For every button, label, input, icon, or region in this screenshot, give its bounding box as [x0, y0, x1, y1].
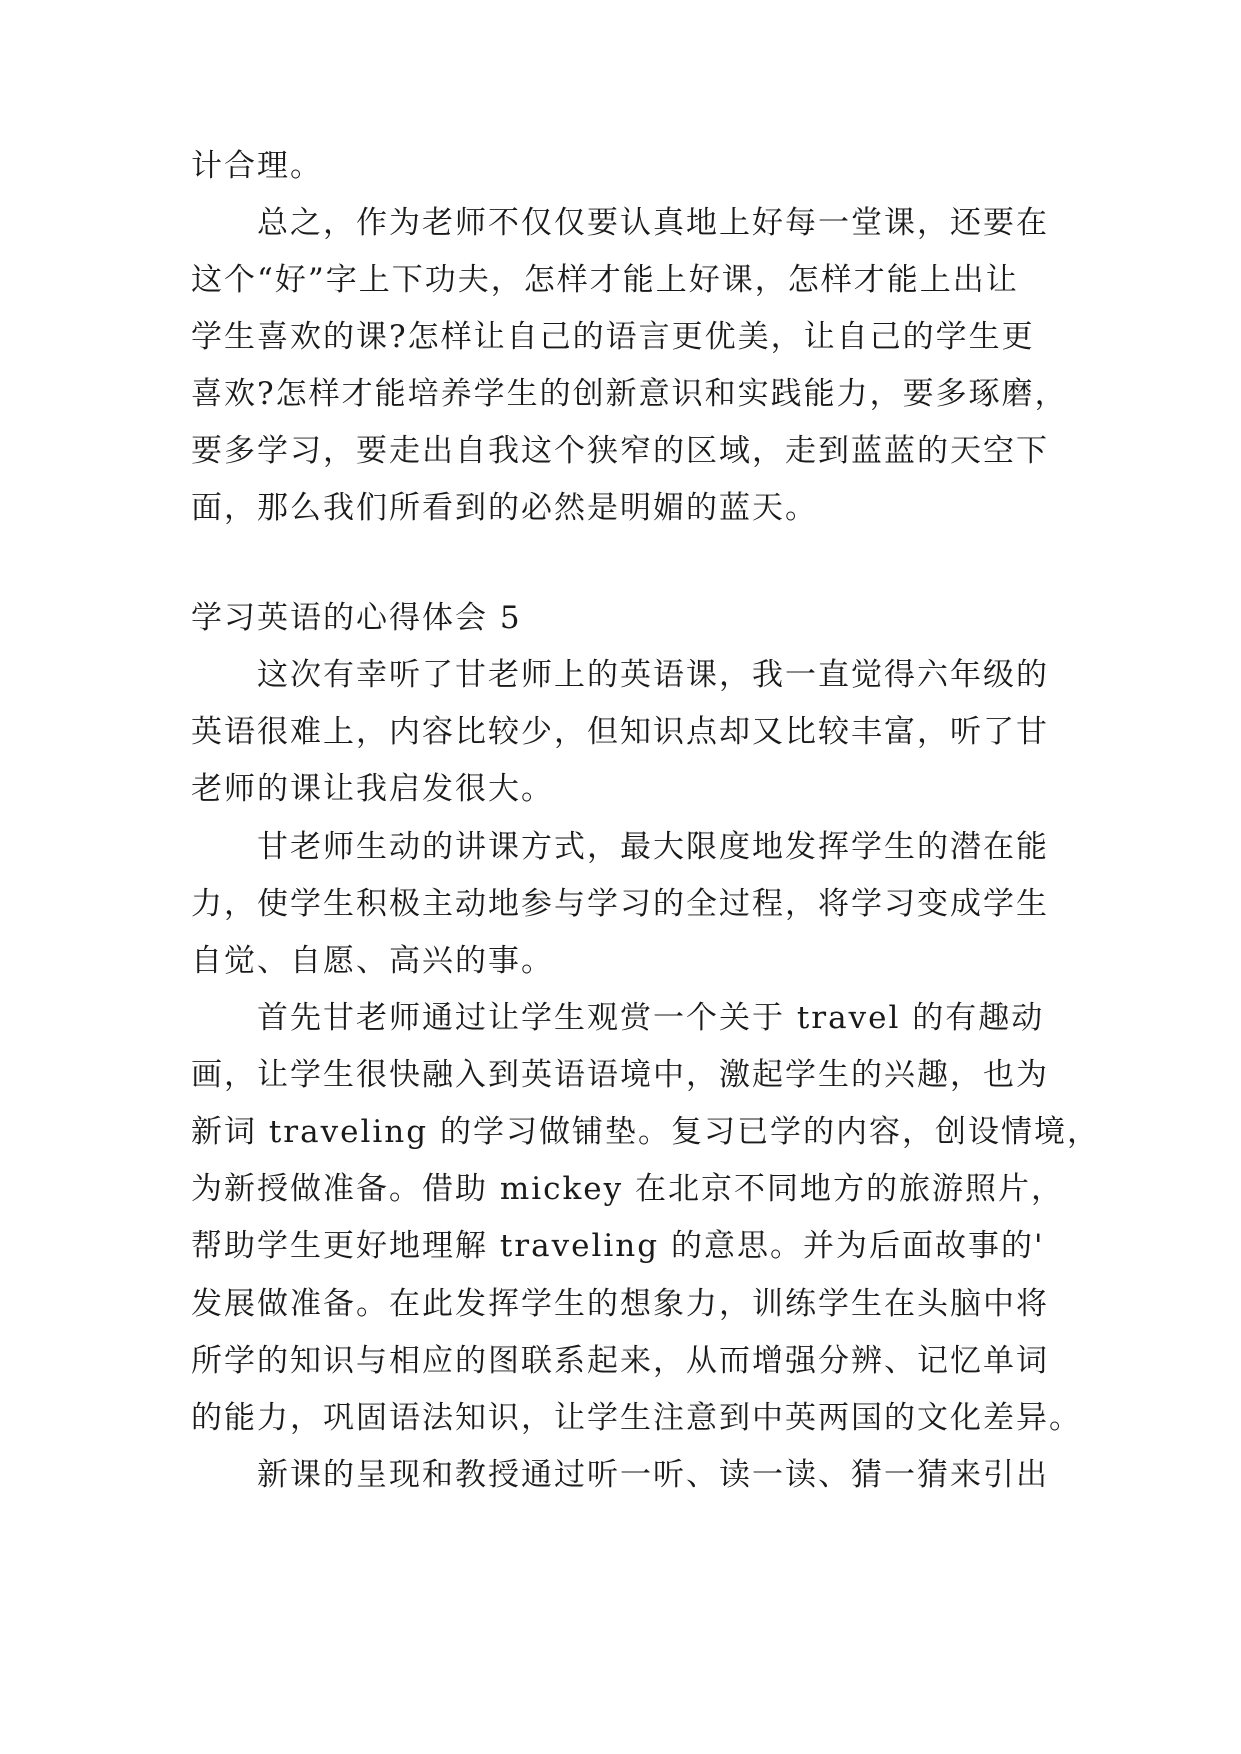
paragraph-line: 为新授做准备。借助 mickey 在北京不同地方的旅游照片， — [191, 1171, 1065, 1207]
paragraph-line: 的能力，巩固语法知识，让学生注意到中英两国的文化差异。 — [191, 1400, 1082, 1436]
paragraph-line: 发展做准备。在此发挥学生的想象力，训练学生在头脑中将 — [191, 1286, 1049, 1322]
paragraph-line: 学生喜欢的课?怎样让自己的语言更优美，让自己的学生更 — [191, 319, 1035, 355]
paragraph-line: 所学的知识与相应的图联系起来，从而增强分辨、记忆单词 — [191, 1343, 1049, 1379]
paragraph-line: 新课的呈现和教授通过听一听、读一读、猜一猜来引出 — [257, 1457, 1049, 1493]
paragraph-line: 自觉、自愿、高兴的事。 — [191, 943, 554, 979]
paragraph-line: 首先甘老师通过让学生观赏一个关于 travel 的有趣动 — [257, 1000, 1045, 1036]
paragraph-line: 这个“好”字上下功夫，怎样才能上好课，怎样才能上出让 — [191, 262, 1019, 298]
paragraph-line: 要多学习，要走出自我这个狭窄的区域，走到蓝蓝的天空下 — [191, 433, 1049, 469]
paragraph-line: 老师的课让我启发很大。 — [191, 771, 554, 807]
paragraph-line: 计合理。 — [191, 148, 323, 184]
section-heading: 学习英语的心得体会 5 — [191, 600, 522, 636]
paragraph-line: 面，那么我们所看到的必然是明媚的蓝天。 — [191, 490, 818, 526]
paragraph-line: 这次有幸听了甘老师上的英语课，我一直觉得六年级的 — [257, 657, 1049, 693]
paragraph-line: 画，让学生很快融入到英语语境中，激起学生的兴趣，也为 — [191, 1057, 1049, 1093]
paragraph-line: 总之，作为老师不仅仅要认真地上好每一堂课，还要在 — [257, 205, 1049, 241]
paragraph-line: 帮助学生更好地理解 traveling 的意思。并为后面故事的' — [191, 1228, 1045, 1264]
paragraph-line: 甘老师生动的讲课方式，最大限度地发挥学生的潜在能 — [257, 829, 1049, 865]
paragraph-line: 英语很难上，内容比较少，但知识点却又比较丰富，听了甘 — [191, 714, 1049, 750]
paragraph-line: 新词 traveling 的学习做铺垫。复习已学的内容，创设情境， — [191, 1114, 1100, 1150]
paragraph-line: 力，使学生积极主动地参与学习的全过程，将学习变成学生 — [191, 886, 1049, 922]
paragraph-line: 喜欢?怎样才能培养学生的创新意识和实践能力，要多琢磨， — [191, 376, 1068, 412]
